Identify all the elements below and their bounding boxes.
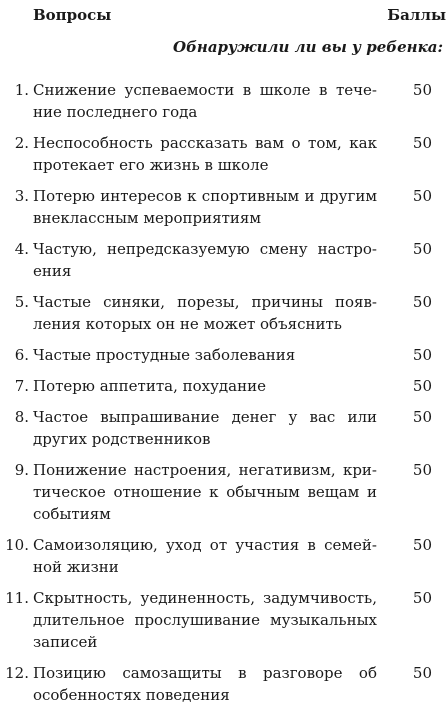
item-text: Понижение настроения, негативизм, критическое отношение к обычным вещам и событиям (33, 461, 377, 523)
question-list (0, 79, 448, 715)
item-score: 50 (412, 293, 432, 311)
item-text: Потерю интересов к спортивным и другим внеклассным мероприятиям (33, 187, 377, 227)
questions-column-header: Вопросы (33, 6, 112, 24)
item-score: 50 (412, 240, 432, 258)
item-score: 50 (412, 377, 432, 395)
item-score: 50 (412, 664, 432, 682)
list-item (0, 185, 448, 229)
item-text: Потерю аппетита, похудание (33, 377, 266, 395)
item-number: 9. (14, 461, 29, 479)
item-score: 50 (412, 346, 432, 364)
section-title: Обнаружили ли вы у ребенка: (173, 38, 443, 56)
item-text: Снижение успеваемости в школе в течение последнего года (33, 81, 377, 121)
item-score: 50 (412, 589, 432, 607)
item-text: Частую, непредсказуемую смену настроения (33, 240, 377, 280)
item-number: 7. (14, 377, 29, 395)
list-item (0, 79, 448, 123)
item-number: 1. (14, 81, 29, 99)
score-column-header: Баллы (387, 6, 446, 24)
item-number: 5. (14, 293, 29, 311)
item-score: 50 (412, 134, 432, 152)
item-text: Позицию самозащиты в разговоре об особенностях поведения (33, 664, 377, 704)
list-item (0, 406, 448, 450)
list-item (0, 132, 448, 176)
item-text: Частые простудные заболевания (33, 346, 296, 364)
item-text: Скрытность, уединенность, задумчивость, длительное прослушивание музыкальных записей (33, 589, 377, 651)
item-text: Частое выпрашивание денег у вас или других родственников (33, 408, 377, 448)
item-number: 4. (14, 240, 29, 258)
item-score: 50 (412, 461, 432, 479)
item-number: 10. (5, 536, 29, 554)
list-item (0, 534, 448, 578)
item-score: 50 (412, 536, 432, 554)
list-item (0, 587, 448, 653)
item-number: 6. (14, 346, 29, 364)
list-item (0, 375, 448, 397)
list-item (0, 344, 448, 366)
item-score: 50 (412, 187, 432, 205)
list-item (0, 459, 448, 525)
item-text: Самоизоляцию, уход от участия в семейной жизни (33, 536, 377, 576)
item-text: Неспособность рассказать вам о том, как протекает его жизнь в школе (33, 134, 377, 174)
item-score: 50 (412, 408, 432, 426)
item-number: 2. (14, 134, 29, 152)
item-text: Частые синяки, порезы, причины появления которых он не может объяснить (33, 293, 377, 333)
list-item (0, 238, 448, 282)
item-number: 12. (5, 664, 29, 682)
list-item (0, 662, 448, 706)
item-number: 8. (14, 408, 29, 426)
item-score: 50 (412, 81, 432, 99)
item-number: 11. (5, 589, 29, 607)
item-number: 3. (14, 187, 29, 205)
list-item (0, 291, 448, 335)
table-header (0, 6, 448, 28)
